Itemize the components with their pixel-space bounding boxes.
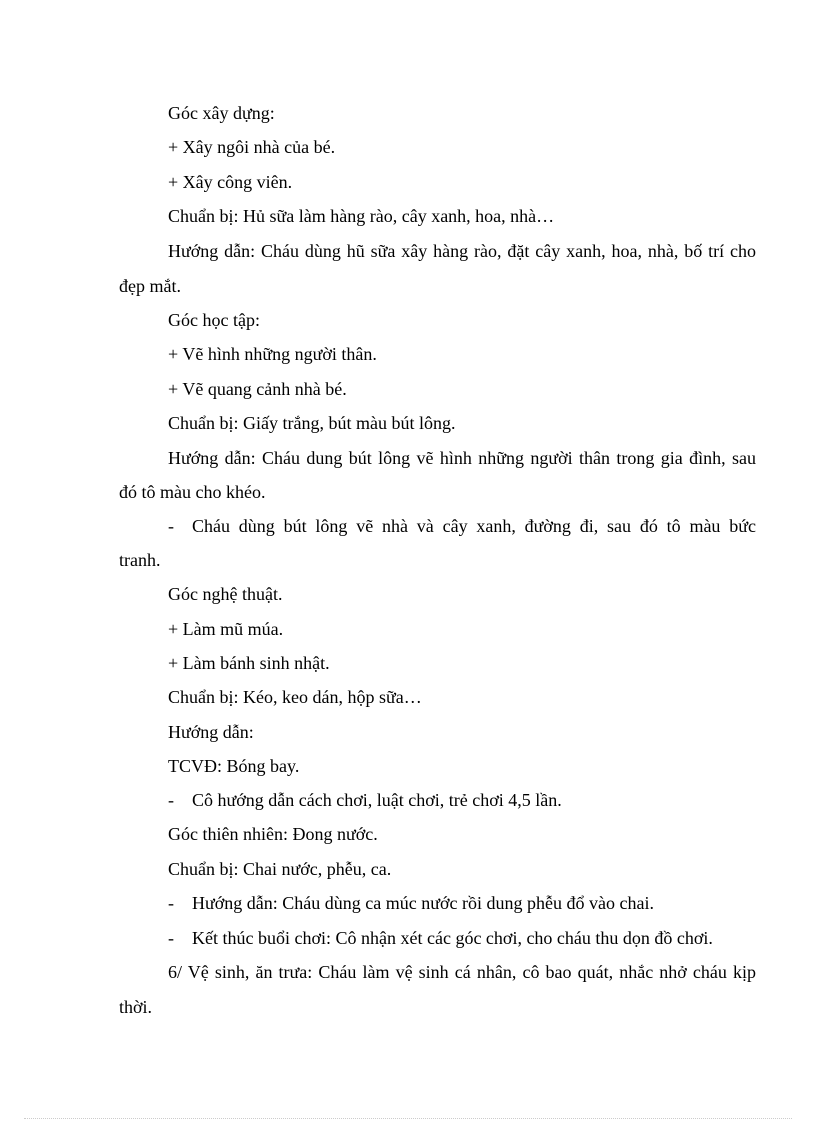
section-text-continued: thời. [119,997,153,1017]
preparation-line: Chuẩn bị: Hủ sữa làm hàng rào, cây xanh, hoa, nhà… [168,206,555,226]
instruction-line: Hướng dẫn: Cháu dung bút lông vẽ hình những người thân trong gia đình, sau [168,448,756,468]
instruction-line-continued: đẹp mắt. [119,276,181,296]
instruction-heading: Hướng dẫn: [168,722,254,742]
section-heading-hygiene-lunch: 6/ Vệ sinh, ăn trưa: Cháu làm vệ sinh cá nhân, cô bao quát, nhắc nhở cháu kịp [168,962,756,982]
list-item: + Vẽ quang cảnh nhà bé. [168,379,347,399]
instruction-line: Hướng dẫn: Cháu dùng hũ sữa xây hàng rào, đặt cây xanh, hoa, nhà, bố trí cho [168,241,756,261]
bullet-text: Cháu dùng bút lông vẽ nhà và cây xanh, đường đi, sau đó tô màu bức [192,516,756,536]
preparation-line: Chuẩn bị: Kéo, keo dán, hộp sữa… [168,687,422,707]
list-item: + Làm mũ múa. [168,619,284,639]
dash-bullet: - [168,893,174,913]
list-item: + Làm bánh sinh nhật. [168,653,330,673]
list-item: + Xây ngôi nhà của bé. [168,137,336,157]
section-heading-construction: Góc xây dựng: [168,103,275,123]
dash-bullet: - [168,928,174,948]
dash-bullet: - [168,790,174,810]
section-heading-nature: Góc thiên nhiên: Đong nước. [168,824,378,844]
bullet-text: Cô hướng dẫn cách chơi, luật chơi, trẻ chơi 4,5 lần. [192,790,562,810]
page-bottom-rule [24,1118,792,1119]
bullet-text: Hướng dẫn: Cháu dùng ca múc nước rồi dung phễu đổ vào chai. [192,893,654,913]
activity-heading: TCVĐ: Bóng bay. [168,756,300,776]
section-heading-learning: Góc học tập: [168,310,260,330]
bullet-text: Kết thúc buổi chơi: Cô nhận xét các góc chơi, cho cháu thu dọn đồ chơi. [192,928,713,948]
bullet-text-continued: tranh. [119,550,161,570]
preparation-line: Chuẩn bị: Chai nước, phễu, ca. [168,859,392,879]
list-item: + Xây công viên. [168,172,293,192]
section-heading-art: Góc nghệ thuật. [168,584,283,604]
preparation-line: Chuẩn bị: Giấy trắng, bút màu bút lông. [168,413,456,433]
instruction-line-continued: đó tô màu cho khéo. [119,482,266,502]
list-item: + Vẽ hình những người thân. [168,344,377,364]
dash-bullet: - [168,516,174,536]
